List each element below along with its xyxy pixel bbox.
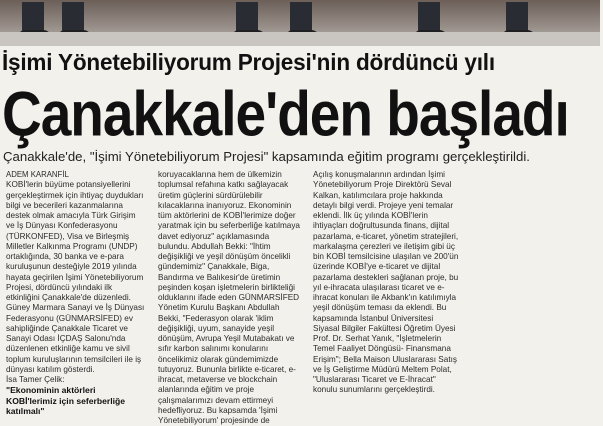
column-2-body: koruyacaklarına hem de ülkemizin toplumsal refahına katkı sağlayacak üretim güçlerini sürdürülebilir kılacaklarına inanıyoruz. Ekonominin tüm aktörlerini de KOBİ'lerimize doğer yaratmak için bu seferberliğe katılmaya davet ediyoruz" açıklamasında bulundu. Abdullah Bekki: "İhtim değişikliği ve yeşil dönüşüm öncelikli gündemimiz" Çanakkale, Biga, Bandırma ve Balıkesir'de üretimin peşinden koşan işletmelerin birlikteliği olduklarını ifade eden GÜNMARSİFED Yönetim Kurulu Başkanı Abdullah Bekki, "Federasyon olarak 'iklim değişikliği, uyum, sanayide yeşil dönüşüm, Avrupa Yeşil Mutabakatı ve sıfır karbon salınımı konularını öncelikimiz olarak gündemimizde tutuyoruz. Bununla birlikte e-ticaret, e-ihracat, metaverse ve blockchain alanlarında eğitim ve proje çalışmalarımızı devam ettirmeyi hedefliyoruz. Bu kapsamda 'İşimi Yönetebiliyorum' projesinde de — [158, 170, 300, 425]
photo-leg — [290, 2, 312, 32]
photo-leg — [22, 2, 44, 32]
article-column-2 — [158, 170, 300, 425]
quote-subhead: "Ekonominin aktörleri KOBİ'lerimiz için seferberliğe katılmalı" — [6, 385, 126, 416]
photo-leg — [418, 2, 440, 32]
headline-line-2: Çanakkale'den başladı — [2, 78, 569, 150]
photo-leg — [62, 2, 84, 32]
column-1-body: KOBİ'lerin büyüme potansiyellerini gerçekleştirmek için ihtiyaç duydukları bilgi ve becerileri kazanmalarına destek olmak amacıyla Türk Girişim ve İş Dünyası Konfederasyonu (TÜRKONFED), Visa ve Birleşmiş Milletler Kalkınma Programı (UNDP) ortaklığında, 30 banka ve e-para kuruluşunun desteğiyle 2019 yılında hayata geçirilen İşimi Yönetebiliyorum Projesi, dördüncü yılındaki ilk etkinliğini Çanakkale'de düzenledi. Güney Marmara Sanayi ve İş Dünyası Federasyonu (GÜNMARSİFED) ev sahipliğinde Çanakkale Ticaret ve Sanayi Odası İÇDAŞ Salonu'nda düzenlenen etkinliğe kamu ve sivil toplum kuruluşlarının temsilcileri ile iş dünyası katılım gösterdi. — [6, 180, 145, 374]
article-column-3 — [313, 170, 459, 400]
subheadline: Çanakkale'de, "İşimi Yönetebiliyorum Projesi" kapsamında eğitim programı gerçekleştirildi. — [3, 149, 530, 164]
header-photo — [0, 0, 600, 46]
quote-label: İsa Tamer Çelik: — [6, 375, 65, 384]
photo-leg — [506, 2, 528, 32]
photo-floor — [0, 32, 600, 46]
byline: ADEM KARANFİL — [6, 170, 69, 179]
article-column-1 — [6, 170, 146, 416]
headline-line-1: İşimi Yönetebiliyorum Projesi'nin dördüncü yılı — [1, 49, 495, 75]
column-3-body: Açılış konuşmalarının ardından İşimi Yönetebiliyorum Proje Direktörü Seval Kalkan, katılımcılara proje hakkında detaylı bilgi verdi. Projeye yeni temalar eklendi. İlk üç yılında KOBİ'lerin ihtiyaçları doğrultusunda finans, dijital pazarlama, e-ticaret, yönetim stratejileri, markalaşma çerezleri ve iletişim gibi üç bin KOBİ temsilcisine ulaşılan ve 200'ün üzerinde KOBİ'ye e-ticaret ve dijital pazarlama destekleri sağlanan proje, bu yıl e-ihracata ulaşılarası ticaret ve e-ihracat konuları ile Akbank'ın katılımıyla yeşil dönüşüm teması da eklendi. Bu kapsamında İstanbul Üniversitesi Siyasal Bilgiler Fakültesi Öğretim Üyesi Prof. Dr. Serhat Yanık, "İşletmelerin Temel Faaliyet Döngüsü- Finansmana Erişim"; Bella Maison Uluslararası Satış ve İş Geliştirme Müdürü Meltem Polat, "Uluslararası Ticaret ve E-İhracat" konulu sunumlarını gerçekleştirdi. — [313, 170, 459, 395]
photo-leg — [236, 2, 258, 32]
